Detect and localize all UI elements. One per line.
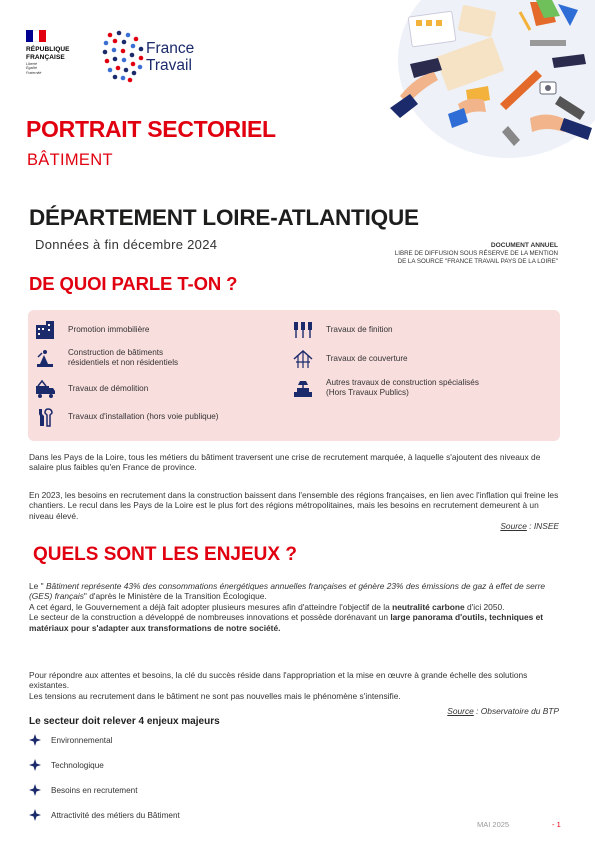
building-promotion-icon: [34, 319, 56, 341]
demolition-truck-icon: [34, 378, 56, 400]
document-notice: [328, 242, 558, 267]
section-heading-definition: DE QUOI PARLE T-ON ?: [29, 273, 238, 294]
challenges-paragraph: [29, 670, 560, 701]
activity-item: [34, 347, 178, 369]
diamond-bullet-icon: [29, 784, 41, 796]
notice-line: DE LA SOURCE "FRANCE TRAVAIL PAYS DE LA LOIRE": [397, 258, 558, 266]
activity-item: [34, 378, 148, 400]
challenge-item: [29, 784, 137, 796]
construction-icon: [34, 347, 56, 369]
paragraph-text: Les tensions au recrutement dans le bâtiment ne sont pas nouvelles mais le phénomène s'intensifie.: [29, 690, 401, 701]
text: " d'après le Ministère de la Transition Écologique.: [83, 591, 267, 602]
challenge-label: Environnemental: [51, 735, 113, 745]
activity-label: Travaux de couverture: [326, 353, 408, 363]
challenge-item: [29, 759, 104, 771]
context-paragraph: [29, 452, 560, 473]
data-date: Données à fin décembre 2024: [35, 237, 218, 252]
text: d'ici 2050.: [464, 601, 505, 612]
challenge-item: [29, 809, 180, 821]
sector-name: BÂTIMENT: [27, 151, 113, 169]
footer-date: MAI 2025: [477, 820, 510, 829]
source-label: Source: [447, 706, 474, 716]
activity-item: [34, 406, 219, 428]
activity-item: [34, 319, 149, 341]
activity-item: [292, 377, 479, 399]
activity-label: Travaux d'installation (hors voie publique): [68, 411, 219, 421]
challenge-label: Attractivité des métiers du Bâtiment: [51, 810, 180, 820]
france-travail-wordmark: France Travail: [146, 40, 195, 74]
activity-label: Travaux de démolition: [68, 383, 149, 393]
page-title: PORTRAIT SECTORIEL: [26, 116, 276, 142]
bold-text: large panorama d'outils, techniques et matériaux pour s'adapter aux transformations de notre société.: [29, 612, 544, 633]
roofing-icon: [292, 348, 314, 370]
page-number: - 1: [552, 820, 561, 829]
france-travail-logo-icon: [102, 29, 146, 85]
diamond-bullet-icon: [29, 734, 41, 746]
activity-label: Promotion immobilière: [68, 324, 150, 334]
activity-item: [292, 348, 408, 370]
construction-tools-illustration: [380, 0, 595, 160]
activity-item: [292, 319, 393, 341]
republique-francaise-logo: [26, 30, 88, 75]
activity-label: Travaux de finition: [326, 324, 393, 334]
challenges-paragraph: [29, 581, 560, 633]
paragraph-text: En 2023, les besoins en recrutement dans la construction baissent dans l'ensemble des régions françaises, en lien avec l'inflation qui freine les chantiers. Le recul dans les Pays de la Loire est le plus fort des régions métropolitaines, mais les besoins en recrutement demeurent à un niveau élevé.: [29, 490, 559, 521]
text: Le secteur de la construction a développé de nombreuses innovations et possède dorénavant un: [29, 612, 391, 623]
diamond-bullet-icon: [29, 809, 41, 821]
challenge-label: Besoins en recrutement: [51, 785, 138, 795]
specialized-works-icon: [292, 377, 314, 399]
challenge-item: [29, 734, 112, 746]
rf-motto: Liberté Égalité Fraternité: [26, 62, 42, 75]
french-flag-icon: [26, 30, 46, 42]
activities-box: [28, 310, 560, 441]
installation-tools-icon: [34, 406, 56, 428]
challenge-label: Technologique: [51, 760, 104, 770]
rf-name: RÉPUBLIQUE FRANÇAISE: [26, 46, 70, 61]
finishing-brushes-icon: [292, 319, 314, 341]
challenges-subheading: Le secteur doit relever 4 enjeux majeurs: [29, 716, 220, 727]
notice-line: LIBRE DE DIFFUSION SOUS RÉSERVE DE LA MENTION: [394, 250, 558, 258]
source-label: Source: [500, 521, 527, 531]
source-value: : INSEE: [526, 521, 559, 531]
section-heading-challenges: QUELS SONT LES ENJEUX ?: [33, 544, 297, 565]
source-insee: [500, 521, 559, 531]
activity-label: Construction de bâtiments résidentiels et non résidentiels: [68, 347, 179, 367]
quote: Bâtiment représente 43% des consommations énergétiques annuelles françaises et génère 23% des émissions de gaz à effet de serre (GES) français: [29, 581, 546, 602]
text: Le ": [29, 581, 46, 591]
activity-label: Autres travaux de construction spécialisés (Hors Travaux Publics): [326, 377, 479, 397]
paragraph-text: Dans les Pays de la Loire, tous les métiers du bâtiment traversent une crise de recrutement marquée, à laquelle s'ajoutent des niveaux de salaire plus faibles qu'en France de province.: [29, 452, 541, 473]
context-paragraph: [29, 490, 560, 521]
department-title: DÉPARTEMENT LOIRE-ATLANTIQUE: [29, 205, 419, 230]
paragraph-text: Pour répondre aux attentes et besoins, la clé du succès réside dans l'appropriation et la mise en œuvre à grande échelle des solutions existantes.: [29, 670, 528, 691]
source-value: : Observatoire du BTP: [473, 706, 559, 716]
diamond-bullet-icon: [29, 759, 41, 771]
text: A cet égard, le Gouvernement a déjà fait adopter plusieurs mesures afin d'atteindre l'objectif de la: [29, 601, 393, 612]
source-btp: [447, 706, 559, 716]
bold-text: neutralité carbone: [392, 601, 465, 612]
document-type: DOCUMENT ANNUEL: [490, 242, 558, 249]
